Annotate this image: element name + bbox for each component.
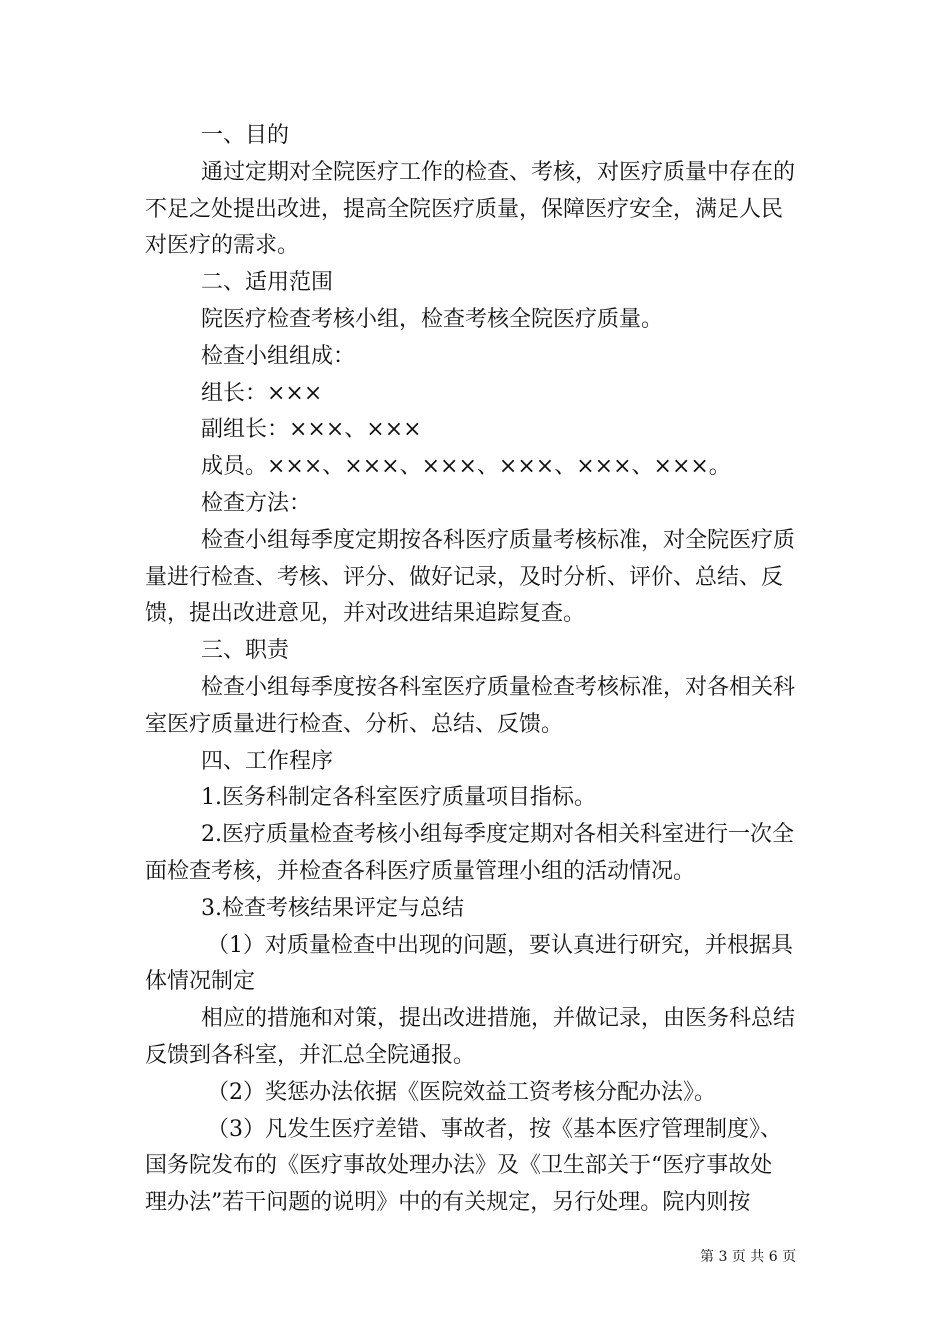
paragraph-line: 反馈到各科室，并汇总全院通报。 xyxy=(145,1042,476,1068)
paragraph-line: 检查方法： xyxy=(201,490,312,516)
paragraph-line: 2.医疗质量检查考核小组每季度定期对各相关科室进行一次全 xyxy=(201,822,794,848)
heading-purpose: 一、目的 xyxy=(201,123,290,148)
paragraph-line: 副组长：×××、××× xyxy=(201,417,422,443)
paragraph-line: （3）凡发生医疗差错、事故者，按《基本医疗管理制度》、 xyxy=(207,1116,782,1142)
paragraph-line: 检查小组组成： xyxy=(201,343,356,369)
page-number-footer: 第 3 页 共 6 页 xyxy=(700,1249,797,1265)
paragraph-line: 院医疗检查考核小组，检查考核全院医疗质量。 xyxy=(201,306,664,332)
heading-scope: 二、适用范围 xyxy=(201,270,334,296)
paragraph-line: 体情况制定 xyxy=(145,969,256,995)
paragraph-line: 1.医务科制定各科室医疗质量项目指标。 xyxy=(201,785,596,811)
paragraph-line: 理办法”若干问题的说明》中的有关规定，另行处理。院内则按 xyxy=(145,1190,751,1216)
paragraph-line: 成员。×××、×××、×××、×××、×××、×××。 xyxy=(201,454,731,480)
paragraph-line: 国务院发布的《医疗事故处理办法》及《卫生部关于“医疗事故处 xyxy=(145,1153,773,1179)
paragraph-line: 面检查考核，并检查各科医疗质量管理小组的活动情况。 xyxy=(145,858,696,884)
paragraph-line: 相应的措施和对策，提出改进措施，并做记录，由医务科总结 xyxy=(201,1006,796,1032)
paragraph-line: （2）奖惩办法依据《医院效益工资考核分配办法》。 xyxy=(207,1079,716,1105)
paragraph-line: 检查小组每季度按各科室医疗质量检查考核标准，对各相关科 xyxy=(201,674,796,700)
heading-procedure: 四、工作程序 xyxy=(201,748,334,774)
paragraph-line: 检查小组每季度定期按各科医疗质量考核标准，对全院医疗质 xyxy=(201,527,796,553)
paragraph-line: 量进行检查、考核、评分、做好记录，及时分析、评价、总结、反 xyxy=(145,564,784,590)
paragraph-line: 组长：××× xyxy=(201,380,323,406)
paragraph-line: 3.检查考核结果评定与总结 xyxy=(201,895,464,921)
paragraph-line: 通过定期对全院医疗工作的检查、考核，对医疗质量中存在的 xyxy=(201,159,796,185)
paragraph-line: 对医疗的需求。 xyxy=(145,233,300,259)
paragraph-line: 馈，提出改进意见，并对改进结果追踪复查。 xyxy=(145,601,586,627)
paragraph-line: （1）对质量检查中出现的问题，要认真进行研究，并根据具 xyxy=(207,932,793,958)
heading-duties: 三、职责 xyxy=(201,638,290,664)
document-body xyxy=(145,118,810,1222)
paragraph-line: 室医疗质量进行检查、分析、总结、反馈。 xyxy=(145,711,564,737)
paragraph-line: 不足之处提出改进，提高全院医疗质量，保障医疗安全，满足人民 xyxy=(145,196,784,222)
